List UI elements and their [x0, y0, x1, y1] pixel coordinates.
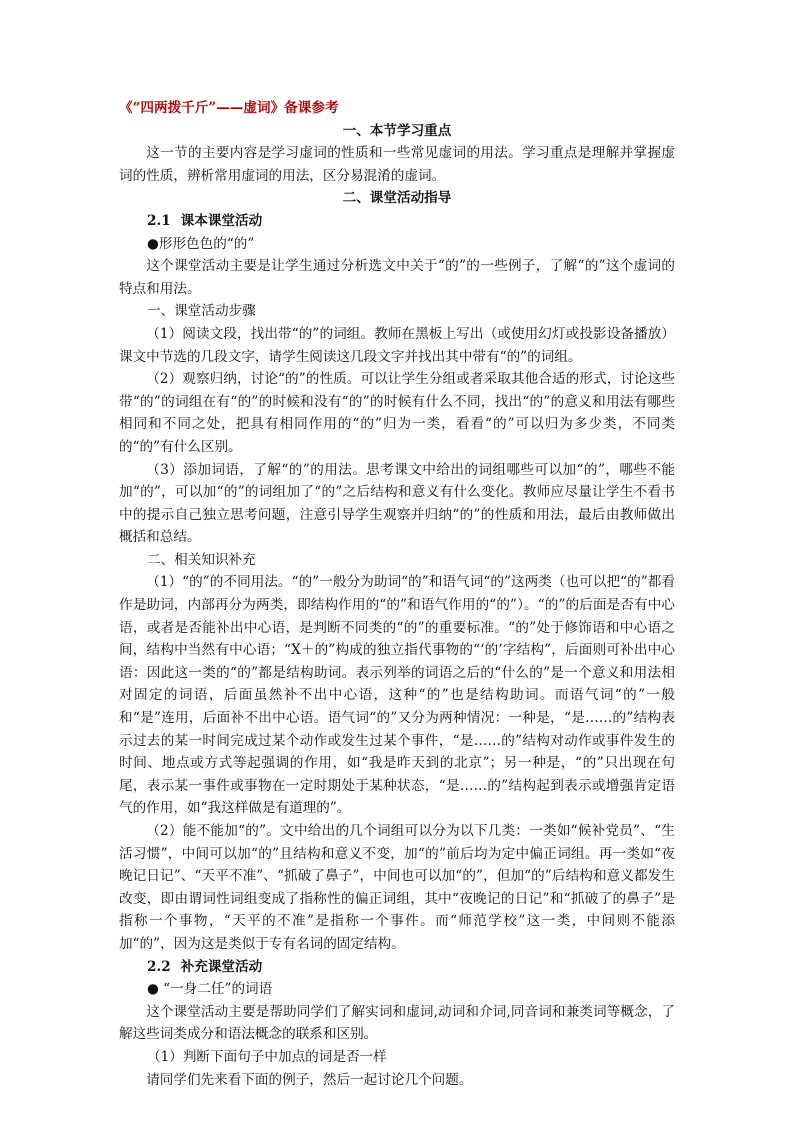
question-1-text: 请同学们先来看下面的例子，然后一起讨论几个问题。: [146, 1071, 473, 1088]
subsection-title: 课本课堂活动: [180, 212, 263, 229]
subsection-title: 补充课堂活动: [180, 958, 263, 975]
knowledge-1: （1）“的”的不同用法。“的”一般分为助词“的”和语气词“的”这两类（也可以把“的”都看作是助词，内部再分为两类，即结构作用的“的”和语气作用的“的”）。“的”的后面是否有中心语，或者是否能补出中心语，是判断不同类的“的”的重要标准。“的”处于修饰语和中心语之间，结构中当然有中心语；“X＋的”构成的独立指代事物的“‘的’字结构”，后面则可补出中心语：因此这一类的“的”都是结构助词。表示列举的词语之后的“什么的”是一个意义和用法相对固定的词语，后面虽然补不出中心语，这种“的”也是结构助词。而语气词“的”一般和“是”连用，后面补不出中心语。语气词“的”又分为两种情况：一种是，“是……的”结构表示过去的某一时间完成过某个动作或发生过某个事件，“是……的”结构对动作或事件发生的时间、地点或方式等起强调的作用，如“我是昨天到的北京”；另一种是，“的”只出现在句尾，表示某一事件或事物在一定时期处于某种状态，“是……的”结构起到表示或增强肯定语气的作用，如“我这样做是有道理的”。: [119, 574, 675, 817]
knowledge-2: （2）能不能加“的”。文中给出的几个词组可以分为以下几类：一类如“候补党员”、“生活习惯”，中间可以加“的”且结构和意义不变，加“的”前后均为定中偏正词组。再一类如“夜晚记日记”、“天平不准”、“抓破了鼻子”，中间也可以加“的”，但加“的”后结构和意义都发生改变，即由谓词性词组变成了指称性的偏正词组，其中“夜晚记的日记”和“抓破了的鼻子”是指称一个事物，“天平的不准”是指称一个事件。而“师范学校”这一类，中间则不能添加“的”，因为这是类似于专有名词的固定结构。: [119, 823, 675, 952]
document-title: 《“四两拨千斤”——虚词》备课参考: [119, 100, 339, 116]
steps-heading: 一、课堂活动步骤: [147, 303, 256, 320]
step-1: （1）阅读文段，找出带“的”的词组。教师在黑板上写出（或使用幻灯或投影设备播放）课文中节选的几段文字，请学生阅读这几段文字并找出其中带有“的”的词组。: [119, 325, 675, 365]
document-body: [119, 97, 675, 1091]
subsection-number: 2.2: [147, 958, 171, 975]
section1-paragraph: 这一节的主要内容是学习虚词的性质和一些常见虚词的用法。学习重点是理解并掌握虚词的性质，辨析常用虚词的用法，区分易混淆的虚词。: [119, 145, 675, 184]
step-2: （2）观察归纳，讨论“的”的性质。可以让学生分组或者采取其他合适的形式，讨论这些带“的”的词组在有“的”的时候和没有“的”的时候有什么不同，找出“的”的意义和用法有哪些相同和不同之处，把具有相同作用的“的”归为一类，看看“的”可以归为多少类，不同类的“的”有什么区别。: [119, 371, 675, 455]
subsection-2-1-heading: [119, 210, 675, 233]
bullet-item: ● “一身二任”的词语: [147, 981, 273, 998]
knowledge-heading: 二、相关知识补充: [147, 551, 256, 568]
step-3: （3）添加词语，了解“的”的用法。思考课文中给出的词组哪些可以加“的”，哪些不能加“的”，可以加“的”的词组加了“的”之后结构和意义有什么变化。教师应尽量让学生不看书中的提示自己独立思考问题，注意引导学生观察并归纳“的”的性质和用法，最后由教师做出概括和总结。: [119, 461, 675, 546]
bullet-item: ●形形色色的“的”: [147, 235, 255, 252]
activity-intro: 这个课堂活动主要是让学生通过分析选文中关于“的”的一些例子，了解“的”这个虚词的特点和用法。: [119, 258, 675, 297]
section1-heading: 一、本节学习重点: [342, 122, 452, 139]
section2-heading: 二、课堂活动指导: [342, 190, 452, 207]
activity-intro: 这个课堂活动主要是帮助同学们了解实词和虚词,动词和介词,同音词和兼类词等概念，了解这些词类成分和语法概念的联系和区别。: [119, 1003, 675, 1043]
subsection-2-2-heading: [119, 956, 675, 979]
subsection-number: 2.1: [147, 212, 171, 229]
question-1: （1）判断下面句子中加点的词是否一样: [147, 1048, 387, 1065]
